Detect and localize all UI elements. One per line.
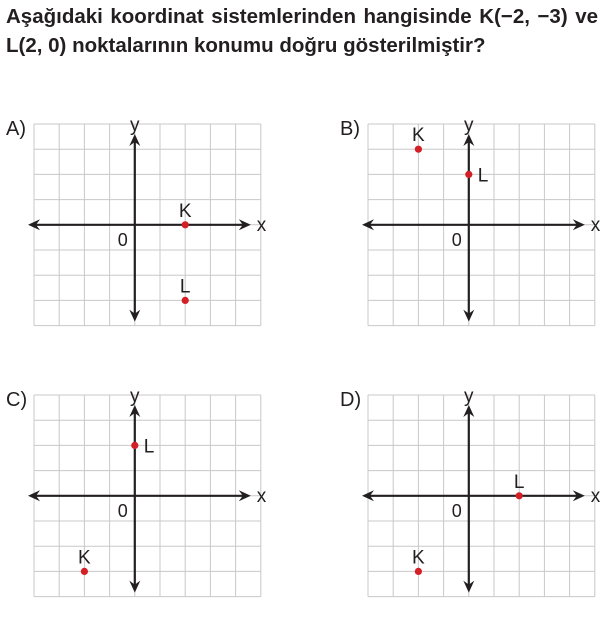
option-a[interactable] bbox=[6, 115, 296, 358]
x-axis-label: x bbox=[590, 485, 601, 507]
point-label-k: K bbox=[412, 547, 425, 569]
point-label-k: K bbox=[178, 200, 192, 222]
option-letter: D) bbox=[340, 389, 362, 411]
x-axis-label: x bbox=[590, 214, 601, 236]
origin-label: 0 bbox=[451, 229, 462, 250]
y-axis-label: y bbox=[464, 115, 474, 136]
point-label-l: L bbox=[513, 471, 525, 493]
origin-label: 0 bbox=[451, 500, 462, 521]
x-axis-label: x bbox=[256, 485, 267, 507]
point-k bbox=[415, 568, 422, 575]
option-c[interactable] bbox=[6, 386, 296, 629]
point-label-k: K bbox=[78, 547, 91, 569]
origin-label: 0 bbox=[117, 500, 128, 521]
y-axis-label: y bbox=[130, 386, 140, 407]
option-letter: A) bbox=[6, 118, 26, 140]
point-l bbox=[182, 297, 189, 304]
y-axis-label: y bbox=[130, 115, 140, 136]
question-text: Aşağıdaki koordinat sistemlerinden hangisinde K(−2, −3) ve L(2, 0) noktalarının konumu doğru gösterilmiştir? bbox=[6, 5, 598, 57]
point-label-l: L bbox=[143, 436, 155, 458]
point-k bbox=[81, 568, 88, 575]
point-l bbox=[131, 442, 138, 449]
option-b[interactable] bbox=[340, 115, 604, 358]
option-letter: B) bbox=[340, 118, 360, 140]
option-d[interactable] bbox=[340, 386, 604, 629]
point-label-l: L bbox=[179, 276, 191, 298]
x-axis-label: x bbox=[256, 214, 267, 236]
point-label-k: K bbox=[412, 125, 425, 147]
point-label-l: L bbox=[477, 165, 489, 187]
y-axis-label: y bbox=[464, 386, 474, 407]
coordinate-plane-c bbox=[6, 386, 296, 629]
coordinate-plane-b bbox=[340, 115, 604, 358]
point-l bbox=[465, 171, 472, 178]
point-k bbox=[182, 221, 189, 228]
origin-label: 0 bbox=[117, 229, 128, 250]
coordinate-plane-a bbox=[6, 115, 296, 358]
coordinate-plane-d bbox=[340, 386, 604, 629]
point-l bbox=[516, 492, 523, 499]
option-letter: C) bbox=[6, 389, 28, 411]
point-k bbox=[415, 146, 422, 153]
